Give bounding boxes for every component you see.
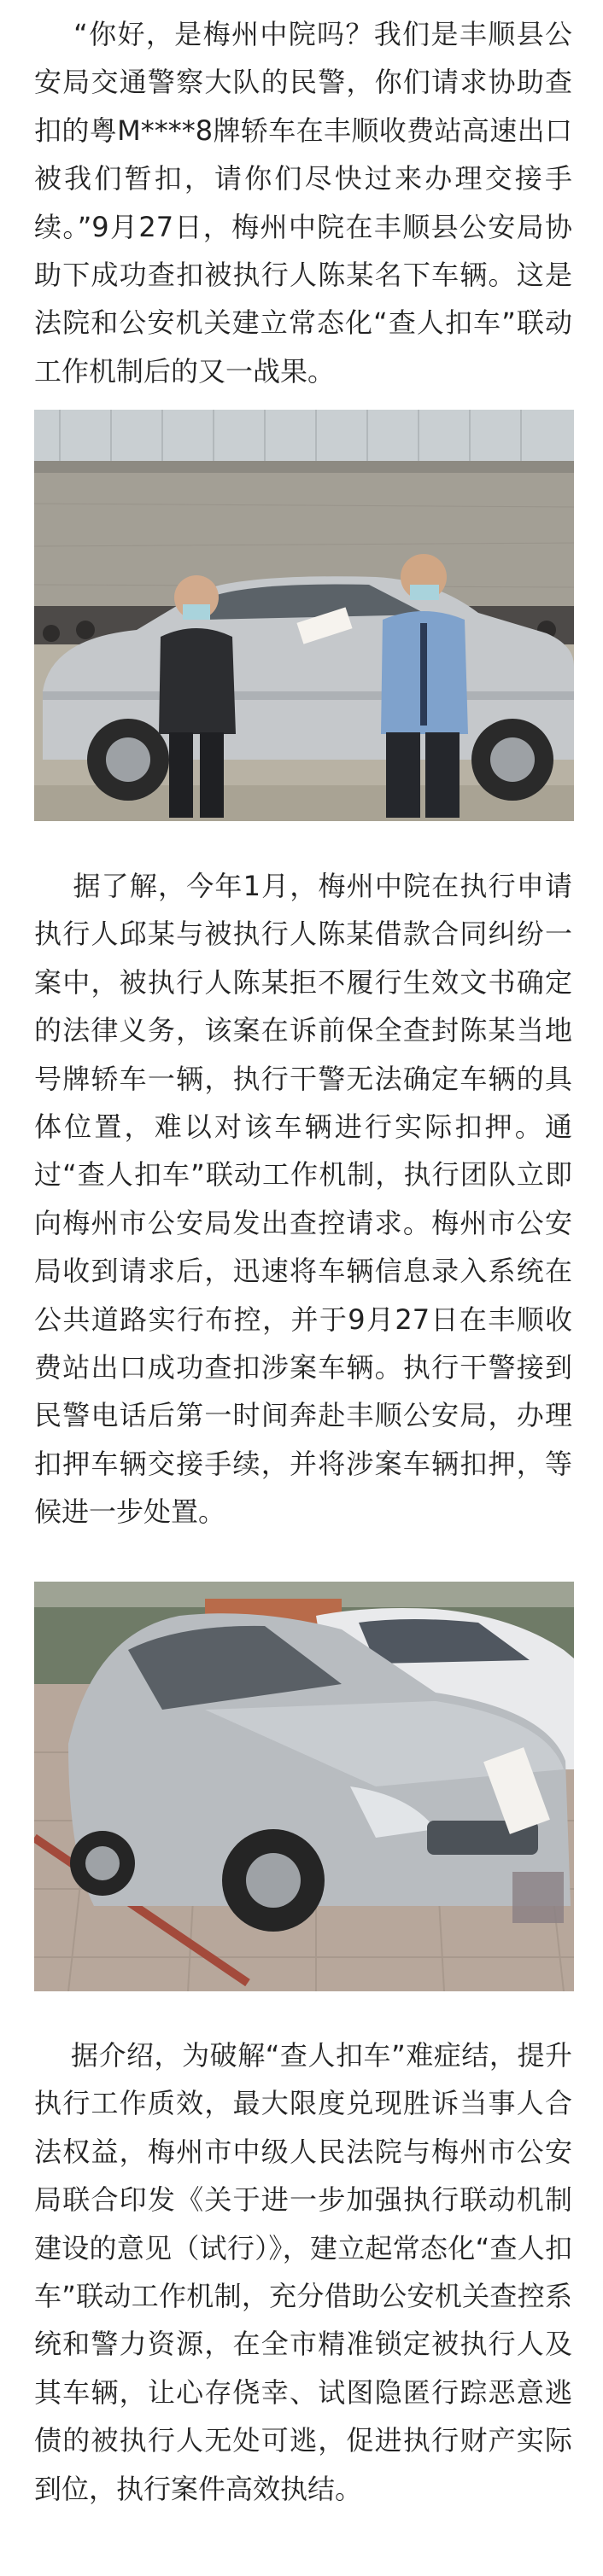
- paragraph-text: 据了解，今年1月，梅州中院在执行申请执行人邱某与被执行人陈某借款合同纠纷一案中，被执行人陈某拒不履行生效文书确定的法律义务，该案在诉前保全查封陈某当地号牌轿车一辆，执行干警无法确定车辆的具体位置，难以对该车辆进行实际扣押。通过“查人扣车”联动工作机制，执行团队立即向梅州市公安局发出查控请求。梅州市公安局收到请求后，迅速将车辆信息录入系统在公共道路实行布控，并于9月27日在丰顺收费站出口成功查扣涉案车辆。执行干警接到民警电话后第一时间奔赴丰顺公安局，办理扣押车辆交接手续，并将涉案车辆扣押，等候进一步处置。: [34, 870, 572, 1529]
- article-paragraph-3: [34, 2031, 572, 2561]
- article-paragraph-1: [34, 10, 572, 388]
- paragraph-text: “你好，是梅州中院吗？我们是丰顺县公安局交通警察大队的民警，你们请求协助查扣的粤M****8牌轿车在丰顺收费站高速出口被我们暂扣，请你们尽快过来办理交接手续。”9月27日，梅州中院在丰顺县公安局协助下成功查扣被执行人陈某名下车辆。这是法院和公安机关建立常态化“查人扣车”联动工作机制后的又一战果。: [34, 18, 572, 388]
- article-paragraph-2: [34, 862, 572, 1536]
- photo-officers-with-car: [34, 410, 574, 821]
- paragraph-text: 据介绍，为破解“查人扣车”难症结，提升执行工作质效，最大限度兑现胜诉当事人合法权益，梅州市中级人民法院与梅州市公安局联合印发《关于进一步加强执行联动机制建设的意见（试行）》，建立起常态化“查人扣车”联动工作机制，充分借助公安机关查控系统和警力资源，在全市精准锁定被执行人及其车辆，让心存侥幸、试图隐匿行踪恶意逃债的被执行人无处可逃，促进执行财产实际到位，执行案件高效执结。: [34, 2039, 572, 2505]
- photo-seized-car: [34, 1582, 574, 1991]
